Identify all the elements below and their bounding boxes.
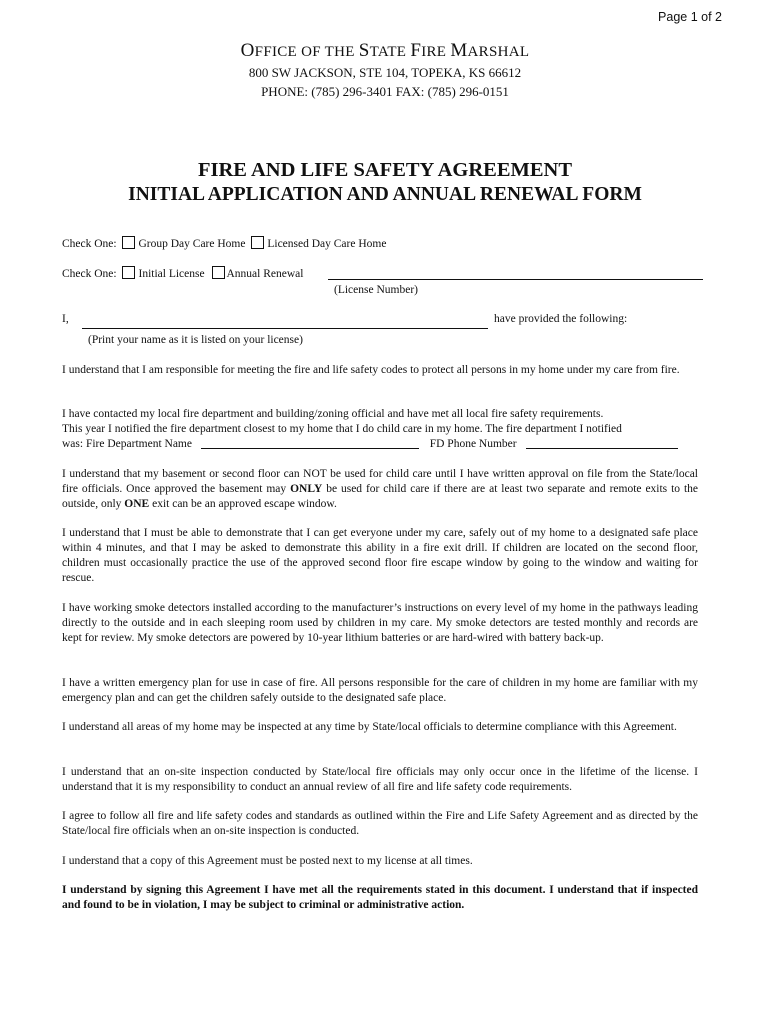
fd-phone-label: FD Phone Number — [429, 438, 517, 450]
office-address: 800 SW JACKSON, STE 104, TOPEKA, KS 66612 — [248, 65, 522, 80]
initial-license-label: Initial License — [138, 268, 205, 280]
initial-license-checkbox[interactable] — [122, 266, 135, 279]
office-header — [0, 40, 770, 100]
licensed-day-care-label: Licensed Day Care Home — [267, 238, 387, 250]
paragraph-inspection: I understand all areas of my home may be inspected at any time by State/local officials to determine compliance with this Agreement. — [62, 721, 677, 733]
annual-renewal-checkbox[interactable] — [212, 266, 225, 279]
name-caption: (Print your name as it is listed on your license) — [88, 334, 303, 346]
fire-dept-line3 — [62, 437, 698, 452]
fire-dept-line1: I have contacted my local fire department and building/zoning official and have met all local fire safety requirements. — [62, 408, 604, 420]
licensed-day-care-checkbox[interactable] — [251, 236, 264, 249]
paragraph-responsibility: I understand that I am responsible for meeting the fire and life safety codes to protect all persons in my home under my care from fire. — [62, 364, 680, 376]
paragraph-onsite-inspection: I understand that an on-site inspection conducted by State/local fire officials may only occur once in the lifetime of the license. I understand that it is my responsibility to conduct an annual review of all fire and life safety code requirements. — [62, 766, 698, 793]
name-suffix: have provided the following: — [494, 313, 628, 325]
license-number-caption: (License Number) — [334, 284, 418, 296]
fire-dept-name-label: was: Fire Department Name — [62, 438, 192, 450]
check-one-care-type — [62, 236, 698, 252]
paragraph-codes: I agree to follow all fire and life safety codes and standards as outlined within the Fire and Life Safety Agreement and as directed by the State/local fire officials when an on-site inspection is conducted. — [62, 810, 698, 837]
form-title-line1: FIRE AND LIFE SAFETY AGREEMENT — [198, 159, 572, 181]
form-title-line2: INITIAL APPLICATION AND ANNUAL RENEWAL FORM — [128, 184, 642, 205]
fd-phone-field[interactable] — [526, 448, 678, 449]
paragraph-basement: I understand that my basement or second floor can NOT be used for child care until I have written approval on file from the State/local fire officials. Once approved the basement may ONLY be used for child care if there are at least two separate and remote exits to the outside, only ONE exit can be an approved escape window. — [62, 468, 698, 510]
page-number: Page 1 of 2 — [658, 10, 722, 24]
name-field[interactable] — [82, 328, 488, 329]
paragraph-posting: I understand that a copy of this Agreement must be posted next to my license at all times. — [62, 855, 473, 867]
paragraph-smoke-detectors: I have working smoke detectors installed according to the manufacturer’s instructions on every level of my home in the pathways leading directly to the outside and in each sleeping room used by children in my care. My smoke detectors are tested monthly and records are kept for review. My smoke detectors are powered by 10-year lithium batteries or are hard-wired with battery back-up. — [62, 602, 698, 644]
annual-renewal-label: Annual Renewal — [226, 268, 304, 280]
group-day-care-label: Group Day Care Home — [138, 238, 246, 250]
paragraph-emergency-plan: I have a written emergency plan for use in case of fire. All persons responsible for the care of children in my home are familiar with my emergency plan and can get the children safely outside to the designated safe place. — [62, 677, 698, 704]
fire-dept-line2: This year I notified the fire department closest to my home that I do child care in my home. The fire department I notified — [62, 423, 622, 435]
office-phone: PHONE: (785) 296-3401 FAX: (785) 296-0151 — [261, 84, 509, 99]
name-prefix: I, — [62, 313, 69, 325]
check-one-label: Check One: — [62, 238, 117, 250]
paragraph-evacuation: I understand that I must be able to demonstrate that I can get everyone under my care, safely out of my home to a designated safe place within 4 minutes, and that I may be asked to demonstrate this ability in a fire exit drill. If children are located on the second floor, children must occasionally practice the use of the approved second floor fire escape window by going to the window and waiting for rescue. — [62, 527, 698, 584]
form-title — [0, 158, 770, 207]
license-number-field[interactable] — [328, 279, 703, 280]
fire-dept-name-field[interactable] — [201, 448, 419, 449]
paragraph-signing: I understand by signing this Agreement I have met all the requirements stated in this document. I understand that if inspected and found to be in violation, I may be subject to criminal or administrative action. — [62, 884, 698, 911]
office-title: OFFICE OF THE STATE FIRE MARSHAL — [240, 40, 530, 61]
paragraph-fire-department — [62, 407, 698, 452]
check-one-label: Check One: — [62, 268, 117, 280]
group-day-care-checkbox[interactable] — [122, 236, 135, 249]
